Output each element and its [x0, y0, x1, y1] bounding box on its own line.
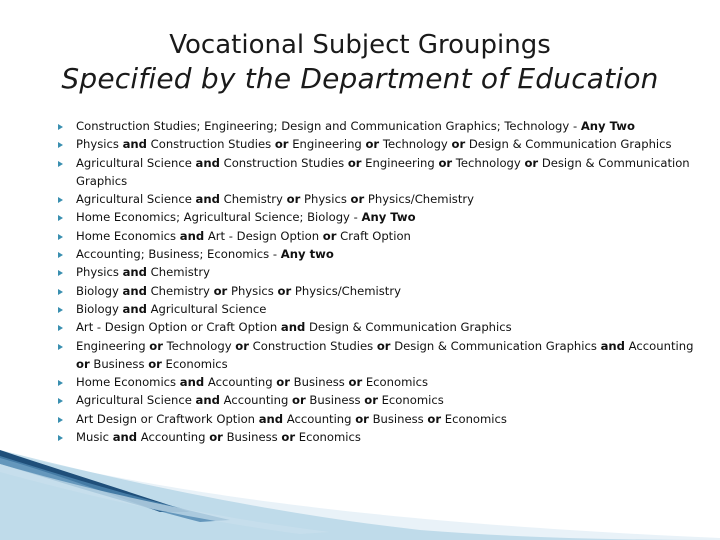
connector-keyword: or [347, 155, 362, 170]
bullet-arrow-icon [58, 124, 63, 130]
subject-text: Accounting [204, 375, 277, 390]
bullet-arrow-icon [58, 161, 63, 167]
subject-text: Design & Communication Graphics [305, 320, 512, 335]
subject-text: Home Economics [76, 375, 180, 390]
subject-text: Technology [379, 137, 452, 152]
connector-keyword: or [274, 137, 289, 152]
subject-text: Craft Option [336, 228, 411, 243]
subject-text: Accounting [137, 430, 210, 445]
connector-keyword: and [195, 393, 220, 408]
subject-text: Agricultural Science [76, 155, 196, 170]
subject-text: Accounting [219, 393, 293, 408]
list-item [58, 154, 708, 191]
subject-text: Design & Communication Graphics [465, 137, 672, 152]
decorative-wave [0, 450, 720, 540]
subject-text: Technology [162, 338, 236, 353]
list-item [58, 428, 708, 446]
list-item [58, 190, 708, 208]
subject-text: Construction Studies [219, 155, 348, 170]
bullet-arrow-icon [58, 398, 63, 404]
subject-text: Engineering [288, 137, 366, 152]
subject-text: Physics [76, 137, 123, 152]
connector-keyword: Any two [280, 247, 334, 262]
list-item [58, 300, 708, 318]
subject-text: Economics [362, 375, 429, 390]
subject-text: Physics [76, 265, 123, 280]
subject-text: Home Economics; Agricultural Science; Biology - [76, 210, 362, 225]
bullet-arrow-icon [58, 380, 63, 386]
subject-text: Agricultural Science [76, 393, 196, 408]
subject-text: Business [368, 411, 428, 426]
subject-text: Physics/Chemistry [364, 192, 475, 207]
list-item [58, 135, 708, 153]
subject-text: Chemistry [146, 283, 214, 298]
subject-text: Accounting [283, 411, 356, 426]
list-item [58, 227, 708, 245]
list-item [58, 245, 708, 263]
subject-text: Design & Communication Graphics [390, 338, 601, 353]
bullet-arrow-icon [58, 142, 63, 148]
bullet-arrow-icon [58, 197, 63, 203]
connector-keyword: and [179, 375, 205, 390]
connector-keyword: or [276, 375, 290, 390]
connector-keyword: or [286, 192, 301, 207]
subject-text: Engineering [76, 338, 150, 353]
connector-keyword: or [213, 283, 228, 298]
subject-text: Music [76, 430, 113, 445]
subject-text: Accounting; Business; Economics - [76, 247, 281, 262]
subject-text: Business [305, 393, 365, 408]
list-item [58, 263, 708, 281]
subject-text: Physics [227, 283, 278, 298]
subject-text: Business [222, 430, 282, 445]
connector-keyword: or [277, 283, 292, 298]
subject-text: Art - Design Option or Craft Option [76, 320, 281, 335]
slide-title: Vocational Subject Groupings [169, 30, 551, 60]
subject-text: Technology [452, 155, 525, 170]
subject-grouping-list [58, 117, 708, 446]
list-item [58, 337, 708, 374]
list-item [58, 117, 708, 135]
connector-keyword: and [258, 411, 284, 426]
subject-text: Accounting [625, 338, 694, 353]
bullet-arrow-icon [58, 435, 63, 441]
connector-keyword: or [281, 430, 296, 445]
connector-keyword: and [122, 265, 147, 280]
subject-text: Business [289, 375, 349, 390]
connector-keyword: and [280, 320, 306, 335]
list-item [58, 391, 708, 409]
bullet-arrow-icon [58, 215, 63, 221]
connector-keyword: or [235, 338, 249, 353]
connector-keyword: or [348, 375, 363, 390]
subject-text: Engineering [361, 155, 439, 170]
list-item [58, 282, 708, 300]
bullet-arrow-icon [58, 252, 63, 258]
bullet-arrow-icon [58, 270, 63, 276]
connector-keyword: and [195, 155, 220, 170]
connector-keyword: or [148, 356, 162, 371]
list-item [58, 373, 708, 391]
connector-keyword: or [149, 338, 163, 353]
subject-text: Chemistry [146, 265, 210, 280]
subject-text: Economics [377, 393, 444, 408]
connector-keyword: or [524, 155, 539, 170]
connector-keyword: or [365, 137, 380, 152]
list-item [58, 410, 708, 428]
subject-text: Economics [161, 356, 228, 371]
connector-keyword: or [76, 356, 90, 371]
connector-keyword: or [355, 411, 369, 426]
connector-keyword: or [350, 192, 365, 207]
subject-text: Art - Design Option [204, 228, 323, 243]
subject-text: Physics/Chemistry [291, 283, 401, 298]
connector-keyword: and [122, 137, 147, 152]
connector-keyword: or [364, 393, 378, 408]
subject-text: Agricultural Science [76, 192, 196, 207]
subject-text: Home Economics [76, 228, 180, 243]
list-item [58, 208, 708, 226]
connector-keyword: and [600, 338, 625, 353]
bullet-arrow-icon [58, 325, 63, 331]
connector-keyword: and [112, 430, 138, 445]
connector-keyword: Any Two [580, 119, 635, 133]
bullet-arrow-icon [58, 307, 63, 313]
subject-text: Construction Studies [248, 338, 377, 353]
subject-text: Biology [76, 283, 123, 298]
subject-text: Business [89, 356, 149, 371]
subject-text: Construction Studies [146, 137, 275, 152]
subject-text: Economics [295, 430, 361, 445]
subject-text: Chemistry [219, 192, 287, 207]
connector-keyword: or [376, 338, 391, 353]
bullet-arrow-icon [58, 344, 63, 350]
connector-keyword: and [122, 283, 147, 298]
connector-keyword: and [122, 301, 147, 316]
connector-keyword: or [209, 430, 223, 445]
subject-text: Art Design or Craftwork Option [76, 411, 259, 426]
connector-keyword: or [292, 393, 306, 408]
subject-text: Biology [76, 301, 123, 316]
connector-keyword: or [427, 411, 442, 426]
bullet-arrow-icon [58, 234, 63, 240]
connector-keyword: or [438, 155, 453, 170]
bullet-arrow-icon [58, 289, 63, 295]
subject-text: Economics [441, 411, 507, 426]
list-item [58, 318, 708, 336]
subject-text: Construction Studies; Engineering; Design and Communication Graphics; Technology - [76, 119, 581, 133]
connector-keyword: and [195, 192, 220, 207]
subject-text: Design & Communication Graphics [76, 155, 690, 188]
connector-keyword: and [179, 228, 205, 243]
slide-subtitle: Specified by the Department of Education [61, 62, 659, 95]
subject-text: Physics [300, 192, 351, 207]
bullet-arrow-icon [58, 417, 63, 423]
subject-text: Agricultural Science [146, 301, 267, 316]
connector-keyword: Any Two [361, 210, 416, 225]
connector-keyword: or [451, 137, 466, 152]
connector-keyword: or [322, 228, 337, 243]
